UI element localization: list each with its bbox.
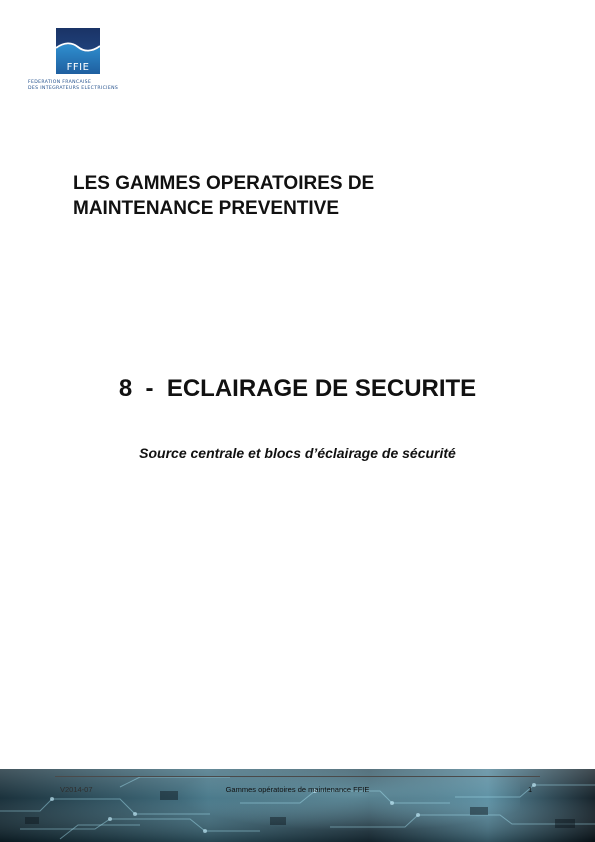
circuit-board-graphic	[0, 769, 595, 842]
ffie-logo-wordmark: FFIE	[66, 62, 90, 73]
ffie-logo-caption	[28, 80, 128, 92]
document-title	[73, 171, 493, 221]
ffie-logo	[28, 28, 128, 98]
document-subtitle: Source centrale et blocs d’éclairage de sécurité	[139, 445, 456, 461]
section-title: 8 - ECLAIRAGE DE SECURITE	[118, 375, 477, 402]
footer-divider	[55, 776, 540, 777]
ffie-logo-mark	[56, 28, 100, 74]
footer-page-number: 1	[528, 785, 533, 794]
footer-circuit-banner	[0, 769, 595, 842]
logo-caption-line-1: FEDERATION FRANCAISE	[28, 80, 92, 85]
logo-caption-line-2: DES INTEGRATEURS ELECTRICIENS	[28, 86, 119, 91]
footer-version: V2014-07	[60, 785, 93, 794]
footer-document-name: Gammes opératoires de maintenance FFIE	[225, 785, 370, 794]
document-title-line-1: LES GAMMES OPERATOIRES DE	[73, 173, 375, 194]
ffie-logo-graphic	[56, 28, 100, 74]
document-title-line-2: MAINTENANCE PREVENTIVE	[73, 198, 340, 219]
